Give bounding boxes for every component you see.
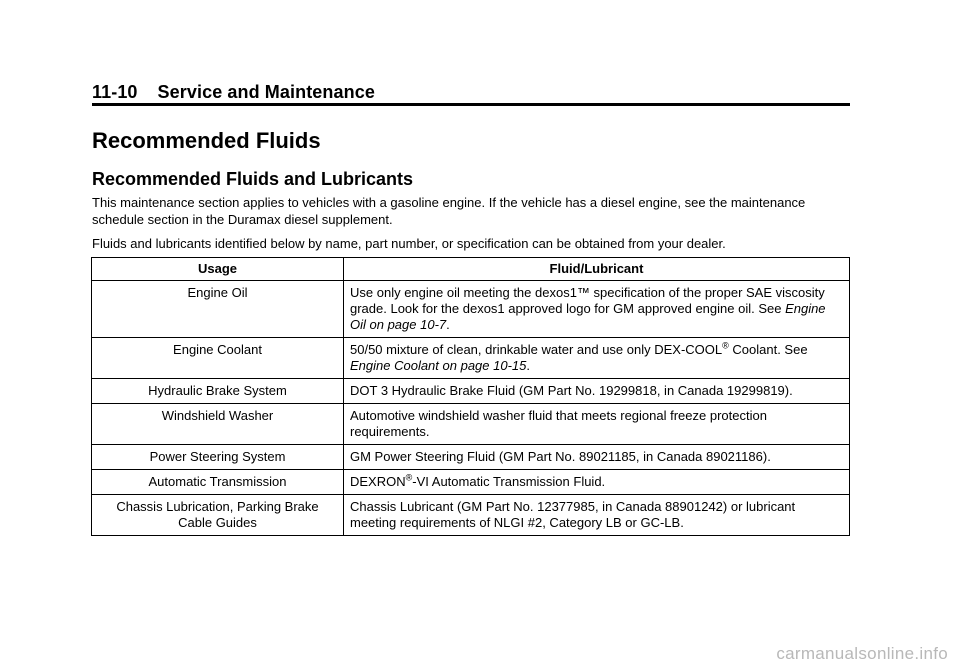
usage-cell: Engine Oil [92, 281, 344, 338]
table-row [92, 404, 850, 445]
page-reference-link[interactable]: Engine Oil on page 10-7 [350, 301, 826, 332]
fluid-text: Use only engine oil meeting the dexos1™ specification of the proper SAE viscosity grade. Look for the dexos1 approved logo for GM approved engine oil. See [350, 285, 825, 316]
usage-cell: Windshield Washer [92, 404, 344, 445]
punctuation: . [526, 358, 530, 373]
registered-mark: ® [405, 472, 413, 483]
fluid-cell: GM Power Steering Fluid (GM Part No. 89021185, in Canada 89021186). [344, 445, 850, 470]
usage-cell: Engine Coolant [92, 338, 344, 379]
page-reference-link[interactable]: Engine Coolant on page 10-15 [350, 358, 527, 373]
table-row [92, 338, 850, 379]
usage-cell: Power Steering System [92, 445, 344, 470]
fluid-text: 50/50 mixture of clean, drinkable water and use only DEX-COOL [350, 342, 723, 357]
fluid-cell [344, 281, 850, 338]
fluid-cell [344, 470, 850, 495]
table-header-row [92, 258, 850, 281]
table-row [92, 379, 850, 404]
usage-cell: Hydraulic Brake System [92, 379, 344, 404]
fluid-cell: Automotive windshield washer fluid that meets regional freeze protection requirements. [344, 404, 850, 445]
usage-cell: Chassis Lubrication, Parking Brake Cable Guides [92, 495, 344, 536]
dealer-paragraph: Fluids and lubricants identified below by name, part number, or specification can be obtained from your dealer. [92, 236, 726, 251]
table-row [92, 495, 850, 536]
fluid-text: Coolant. See [728, 342, 808, 357]
section-title: Service and Maintenance [157, 82, 375, 102]
column-header-fluid: Fluid/Lubricant [344, 258, 850, 281]
column-header-usage: Usage [92, 258, 344, 281]
running-header [92, 82, 375, 103]
punctuation: . [446, 317, 450, 332]
fluid-cell [344, 338, 850, 379]
registered-mark: ® [722, 340, 729, 351]
usage-cell: Automatic Transmission [92, 470, 344, 495]
header-rule [92, 103, 850, 106]
fluid-cell: Chassis Lubricant (GM Part No. 12377985, in Canada 88901242) or lubricant meeting requirements of NLGI #2, Category LB or GC-LB. [344, 495, 850, 536]
page-title: Recommended Fluids [92, 128, 321, 153]
table-row [92, 470, 850, 495]
table-row [92, 445, 850, 470]
table-row [92, 281, 850, 338]
fluid-text: DEXRON [350, 474, 406, 489]
fluid-cell: DOT 3 Hydraulic Brake Fluid (GM Part No. 19299818, in Canada 19299819). [344, 379, 850, 404]
intro-paragraph: This maintenance section applies to vehicles with a gasoline engine. If the vehicle has a diesel engine, see the maintenance schedule section in the Duramax diesel supplement. [92, 195, 806, 227]
fluids-table [91, 257, 850, 536]
watermark: carmanualsonline.info [776, 644, 948, 663]
fluid-text: -VI Automatic Transmission Fluid. [412, 474, 606, 489]
section-subtitle: Recommended Fluids and Lubricants [92, 169, 414, 189]
page-number: 11-10 [92, 82, 138, 102]
